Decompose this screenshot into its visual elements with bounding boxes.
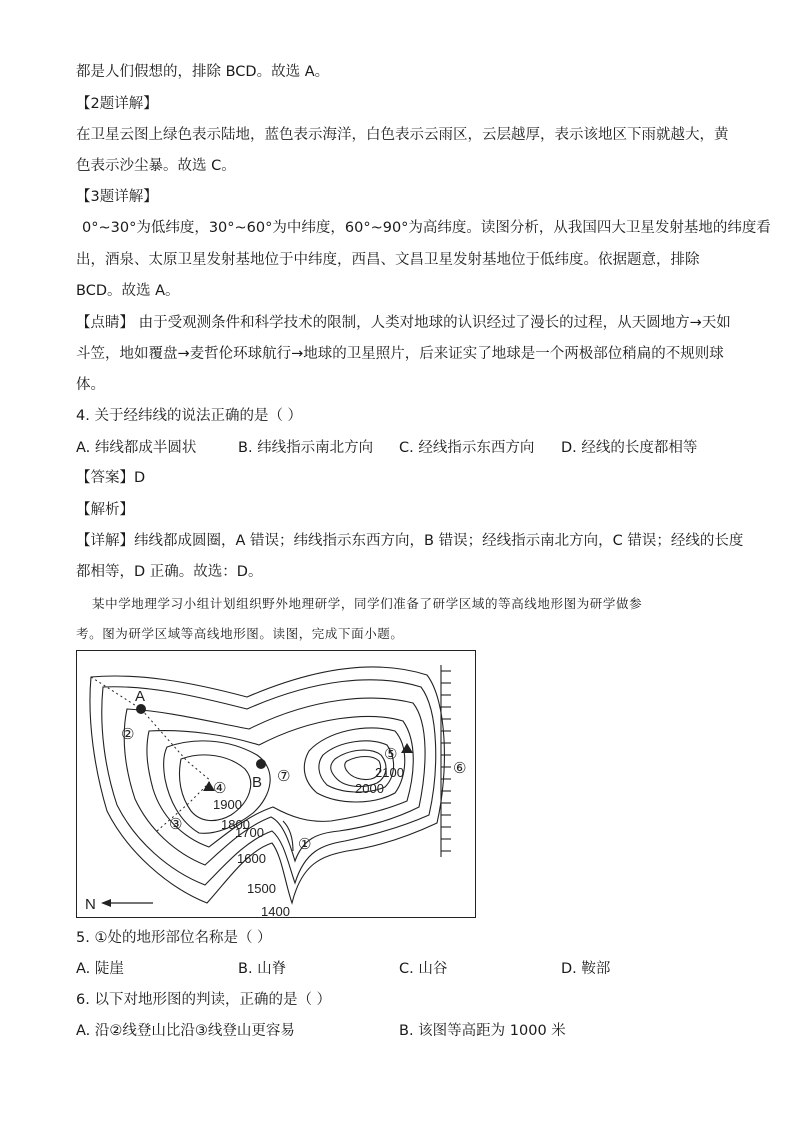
question-5-options [76, 959, 716, 979]
contour-map [76, 650, 476, 918]
text-line: BCD。故选 A。 [76, 283, 180, 299]
question-6-options [76, 1021, 716, 1041]
section-heading: 【2题详解】 [76, 96, 158, 112]
mark-4: ④ [213, 780, 227, 797]
option-d: D. 鞍部 [561, 961, 611, 977]
contour-label: 1600 [237, 851, 266, 866]
contour-label: 1700 [235, 825, 264, 840]
point-a-dot [136, 704, 146, 714]
north-label: N [85, 896, 96, 913]
option-b: B. 纬线指示南北方向 [238, 440, 374, 456]
question-4: 4. 关于经纬线的说法正确的是（ ） [76, 408, 303, 424]
mark-1: ① [298, 836, 312, 853]
option-b: B. 山脊 [238, 961, 287, 977]
text-line: 斗笠，地如覆盘→麦哲伦环球航行→地球的卫星照片，后来证实了地球是一个两极部位稍扁的不规则球 [76, 346, 724, 362]
mark-7: ⑦ [277, 768, 291, 785]
option-b: B. 该图等高距为 1000 米 [399, 1023, 566, 1039]
north-arrowhead-icon [101, 899, 111, 907]
point-b-dot [256, 759, 266, 769]
text-line: 体。 [76, 377, 105, 393]
detail-line: 都相等，D 正确。故选：D。 [76, 564, 263, 580]
option-d: D. 经线的长度都相等 [561, 440, 698, 456]
text-line: 色表示沙尘暴。故选 C。 [76, 158, 236, 174]
point-a-label: A [135, 688, 146, 705]
contour-label: 1400 [261, 904, 290, 919]
option-a: A. 陡崖 [76, 961, 124, 977]
analysis-heading: 【解析】 [76, 502, 134, 518]
text-line: 都是人们假想的，排除 BCD。故选 A。 [76, 64, 330, 80]
point-b-label: B [252, 774, 263, 791]
contour-label: 2100 [375, 765, 404, 780]
option-c: C. 山谷 [399, 961, 448, 977]
question-4-options [76, 438, 716, 458]
mark-2: ② [121, 726, 135, 743]
text-line: 0°~30°为低纬度，30°~60°为中纬度，60°~90°为高纬度。读图分析，从我国四大卫星发射基地的纬度看 [82, 220, 771, 236]
mark-3: ③ [169, 816, 183, 833]
contour-label: 1900 [213, 797, 242, 812]
contour-label: 2000 [355, 781, 384, 796]
mark-6: ⑥ [453, 760, 467, 777]
question-6: 6. 以下对地形图的判读，正确的是（ ） [76, 992, 332, 1008]
question-5: 5. ①处的地形部位名称是（ ） [76, 930, 272, 946]
option-a: A. 纬线都成半圆状 [76, 440, 197, 456]
detail-line: 【详解】纬线都成圆圈，A 错误；纬线指示东西方向，B 错误；经线指示南北方向，C 错误；经线的长度 [76, 533, 744, 549]
text-line: 出，酒泉、太原卫星发射基地位于中纬度，西昌、文昌卫星发射基地位于低纬度。依据题意，排除 [76, 252, 700, 268]
contour-label: 1500 [247, 881, 276, 896]
section-heading: 【3题详解】 [76, 189, 158, 205]
text-line: 在卫星云图上绿色表示陆地，蓝色表示海洋，白色表示云雨区，云层越厚，表示该地区下雨就越大，黄 [76, 127, 729, 143]
option-a: A. 沿②线登山比沿③线登山更容易 [76, 1023, 295, 1039]
contour-map-graphic [77, 651, 477, 919]
contour-label: 1800 [221, 817, 250, 832]
option-c: C. 经线指示东西方向 [399, 440, 535, 456]
text-line: 【点睛】 由于受观测条件和科学技术的限制，人类对地球的认识经过了漫长的过程，从天圆地方→天如 [76, 315, 731, 331]
mark-5: ⑤ [384, 746, 398, 763]
intro-text: 某中学地理学习小组计划组织野外地理研学，同学们准备了研学区域的等高线地形图为研学做参 [92, 596, 643, 611]
answer-4: 【答案】D [76, 470, 146, 486]
intro-text: 考。图为研学区域等高线地形图。读图，完成下面小题。 [76, 626, 404, 641]
